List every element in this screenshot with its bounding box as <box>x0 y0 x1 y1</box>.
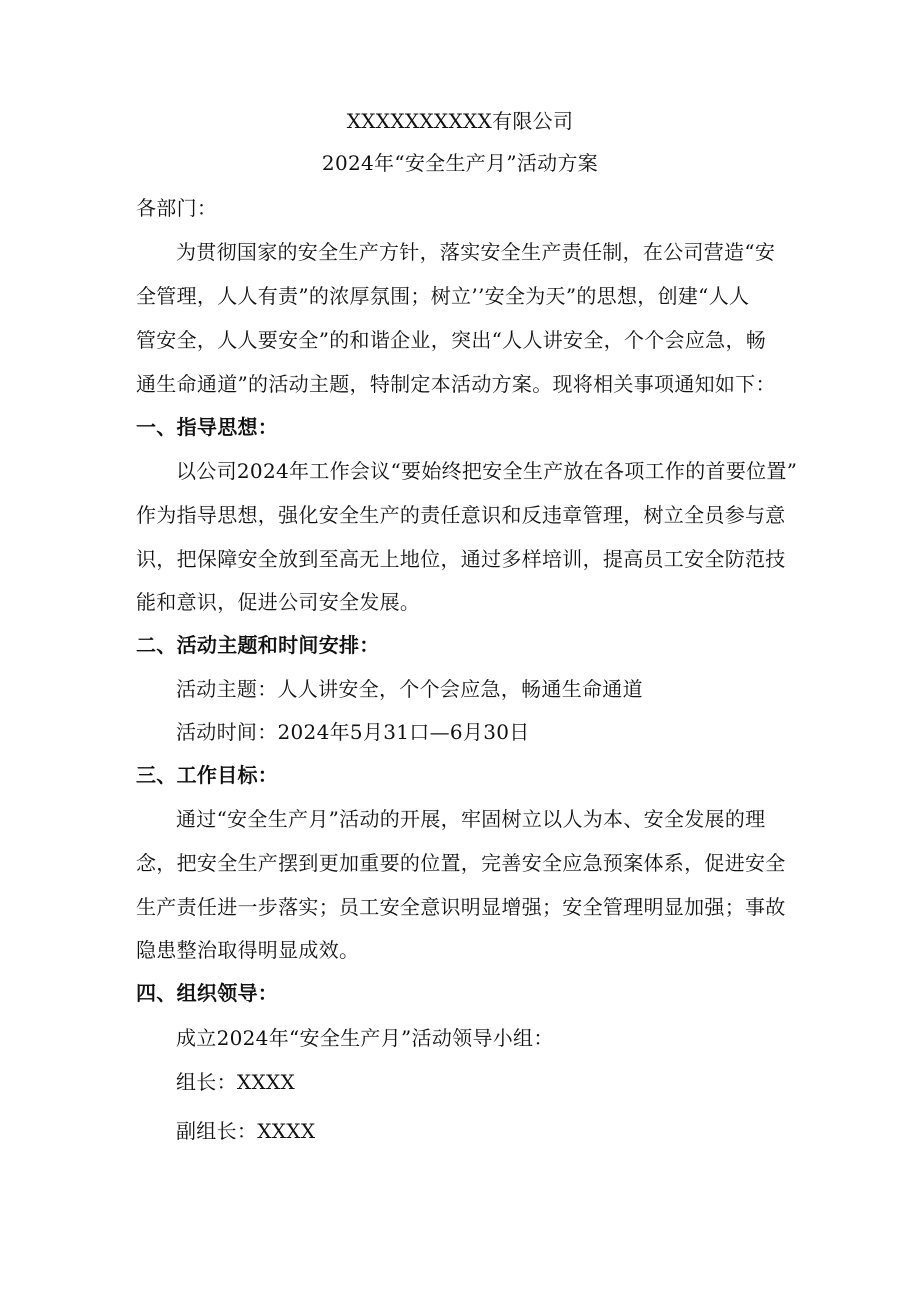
document-subtitle: 2024年“安全生产月”活动方案 <box>321 151 599 175</box>
intro-line: 为贯彻国家的安全生产方针，落实安全生产责任制，在公司营造“安 <box>176 240 776 264</box>
activity-time: 活动时间：2024年5月31口—6月30日 <box>176 720 530 744</box>
section-heading: 二、活动主题和时间安排： <box>136 633 380 657</box>
section-line: 通过“安全生产月”活动的开展，牢固树立以人为本、安全发展的理 <box>176 807 766 831</box>
section-line: 成立2024年“安全生产月”活动领导小组： <box>176 1026 554 1050</box>
intro-line: 通生命通道”的活动主题，特制定本活动方案。现将相关事项通知如下： <box>136 372 776 396</box>
section-line: 识，把保障安全放到至高无上地位，通过多样培训，提高员工安全防范技 <box>136 547 786 571</box>
section-line: 能和意识，促进公司安全发展。 <box>136 590 421 614</box>
activity-theme: 活动主题：人人讲安全，个个会应急，畅通生命通道 <box>176 677 643 701</box>
section-line: 念，把安全生产摆到更加重要的位置，完善安全应急预案体系，促进安全 <box>136 851 786 875</box>
document-title: XXXXXXXXXX有限公司 <box>346 109 574 133</box>
group-leader: 组长：XXXX <box>176 1070 296 1094</box>
section-heading: 四、组织领导： <box>136 981 279 1005</box>
section-line: 隐患整治取得明显成效。 <box>136 938 360 962</box>
intro-line: 管安全，人人要安全”的和谐企业，突出“人人讲安全，个个会应急，畅 <box>136 328 767 352</box>
section-heading: 三、工作目标： <box>136 763 279 787</box>
section-heading: 一、指导思想： <box>136 415 279 439</box>
intro-line: 全管理，人人有责”的浓厚氛围；树立’’安全为天”的思想，创建“人人 <box>136 284 750 308</box>
deputy-group-leader: 副组长：XXXX <box>176 1119 316 1143</box>
section-line: 生产责任进一步落实；员工安全意识明显增强；安全管理明显加强；事故 <box>136 895 786 919</box>
section-line: 以公司2024年工作会议“要始终把安全生产放在各项工作的首要位置” <box>176 459 798 483</box>
section-line: 作为指导思想，强化安全生产的责任意识和反违章管理，树立全员参与意 <box>136 503 786 527</box>
salutation: 各部门： <box>136 196 218 220</box>
